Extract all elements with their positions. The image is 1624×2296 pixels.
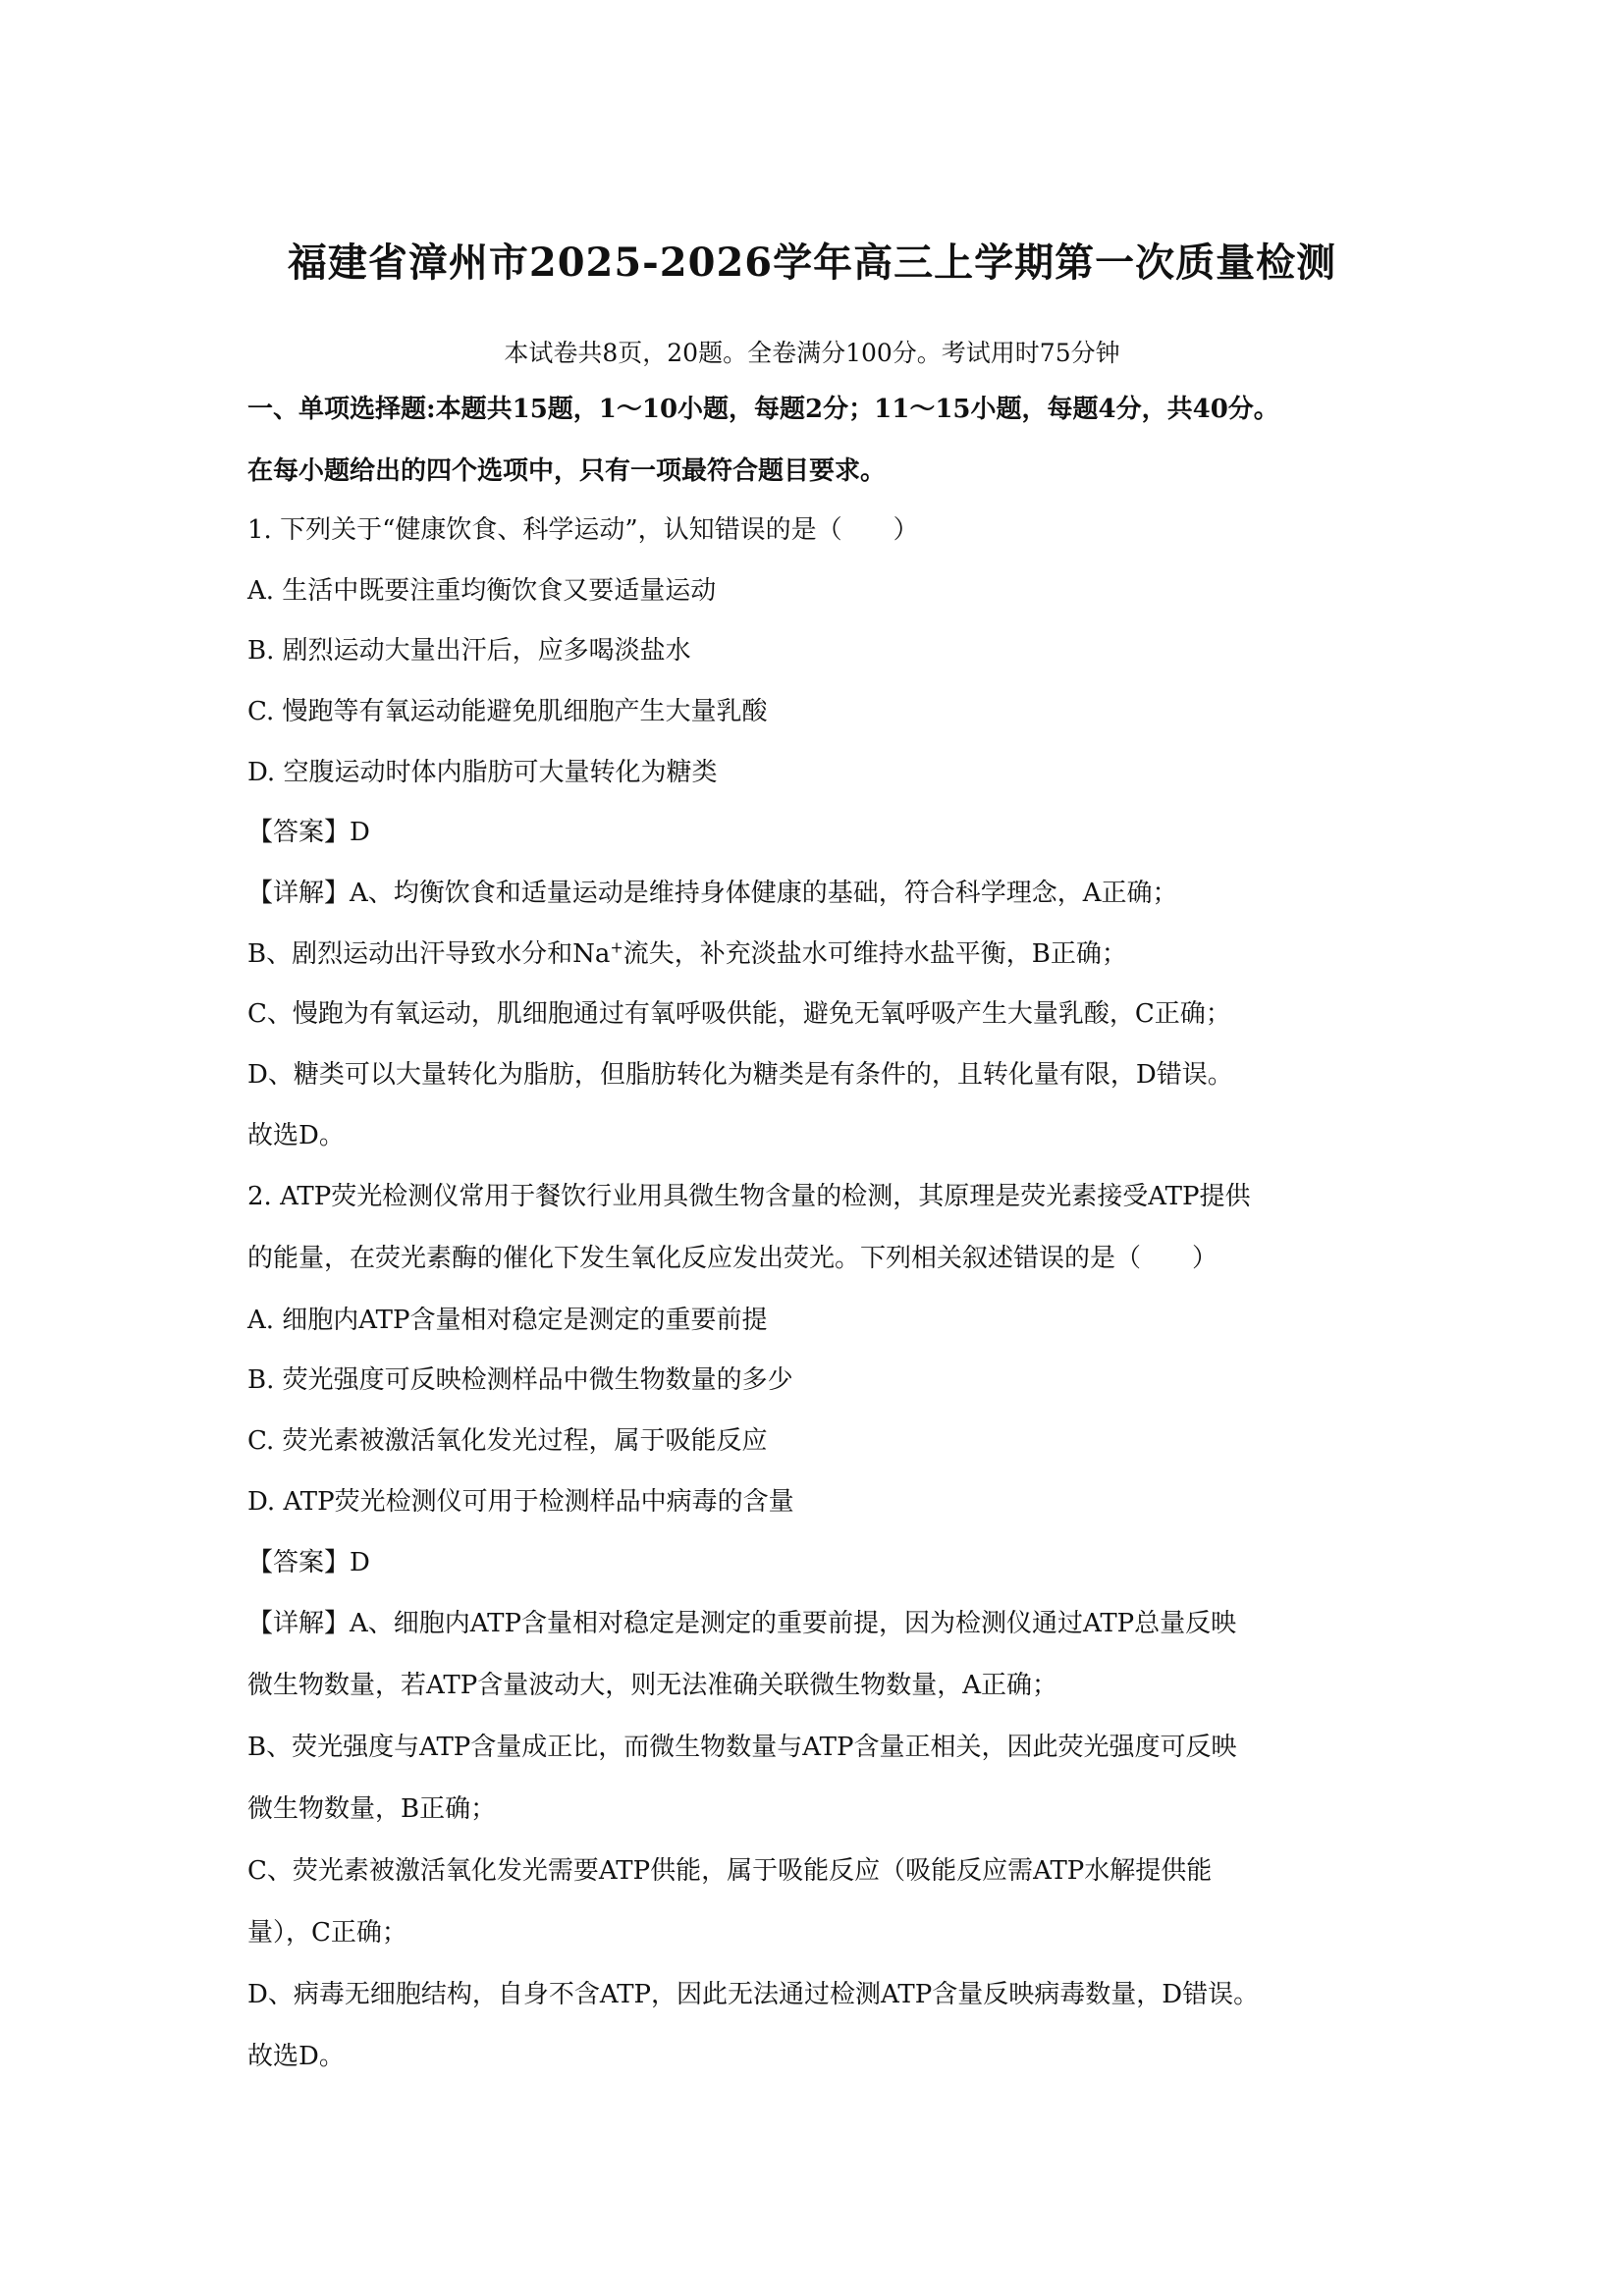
q2-explain-c-line2: 量），C正确； — [247, 1918, 407, 1948]
q2-option-b: B. 荧光强度可反映检测样品中微生物数量的多少 — [247, 1365, 793, 1395]
q1-option-a: A. 生活中既要注重均衡饮食又要适量运动 — [247, 576, 717, 606]
q1-explain-b-text: B、剧烈运动出汗导致水分和Na — [247, 939, 611, 969]
q2-option-c: C. 荧光素被激活氧化发光过程，属于吸能反应 — [247, 1426, 768, 1456]
q1-explain-b-superscript: + — [610, 937, 623, 957]
q1-option-c: C. 慢跑等有氧运动能避免肌细胞产生大量乳酸 — [247, 697, 768, 726]
q1-answer: 【答案】D — [247, 818, 370, 847]
q2-explain-b-line1: B、荧光强度与ATP含量成正比，而微生物数量与ATP含量正相关，因此荧光强度可反映 — [247, 1733, 1237, 1762]
q2-stem-line2: 的能量，在荧光素酶的催化下发生氧化反应发出荧光。下列相关叙述错误的是（ ） — [247, 1244, 1218, 1273]
section-heading: 一、单项选择题:本题共15题，1～10小题，每题2分；11～15小题，每题4分，共40分。 — [247, 395, 1279, 424]
q2-explain-a-line2: 微生物数量，若ATP含量波动大，则无法准确关联微生物数量，A正确； — [247, 1671, 1057, 1700]
q1-explain-d: D、糖类可以大量转化为脂肪，但脂肪转化为糖类是有条件的，且转化量有限，D错误。 — [247, 1060, 1233, 1090]
section-instruction: 在每小题给出的四个选项中，只有一项最符合题目要求。 — [247, 456, 887, 486]
q2-explain-c-line1: C、荧光素被激活氧化发光需要ATP供能，属于吸能反应（吸能反应需ATP水解提供能 — [247, 1856, 1213, 1886]
q1-option-d: D. 空腹运动时体内脂肪可大量转化为糖类 — [247, 758, 718, 787]
q1-explain-b-rest: 流失，补充淡盐水可维持水盐平衡，B正确； — [623, 939, 1127, 969]
q1-explain-a: 【详解】A、均衡饮食和适量运动是维持身体健康的基础，符合科学理念，A正确； — [247, 879, 1178, 908]
q1-conclusion: 故选D。 — [247, 1121, 345, 1150]
q1-explain-c: C、慢跑为有氧运动，肌细胞通过有氧呼吸供能，避免无氧呼吸产生大量乳酸，C正确； — [247, 999, 1231, 1029]
page-title: 福建省漳州市2025-2026学年高三上学期第一次质量检测 — [287, 240, 1337, 286]
q2-option-d: D. ATP荧光检测仪可用于检测样品中病毒的含量 — [247, 1487, 794, 1517]
exam-info: 本试卷共8页，20题。全卷满分100分。考试用时75分钟 — [504, 339, 1120, 367]
q2-option-a: A. 细胞内ATP含量相对稳定是测定的重要前提 — [247, 1306, 768, 1335]
q2-stem-line1: 2. ATP荧光检测仪常用于餐饮行业用具微生物含量的检测，其原理是荧光素接受ATP提供 — [247, 1182, 1251, 1211]
q2-explain-b-line2: 微生物数量，B正确； — [247, 1794, 497, 1824]
q1-explain-b — [247, 937, 1377, 971]
q1-option-b: B. 剧烈运动大量出汗后，应多喝淡盐水 — [247, 636, 691, 666]
q2-conclusion: 故选D。 — [247, 2042, 345, 2071]
q2-explain-d: D、病毒无细胞结构，自身不含ATP，因此无法通过检测ATP含量反映病毒数量，D错误。 — [247, 1980, 1260, 2009]
q1-stem: 1. 下列关于“健康饮食、科学运动”，认知错误的是（ ） — [247, 515, 919, 545]
q2-answer: 【答案】D — [247, 1548, 370, 1577]
q2-explain-a-line1: 【详解】A、细胞内ATP含量相对稳定是测定的重要前提，因为检测仪通过ATP总量反映 — [247, 1609, 1237, 1638]
